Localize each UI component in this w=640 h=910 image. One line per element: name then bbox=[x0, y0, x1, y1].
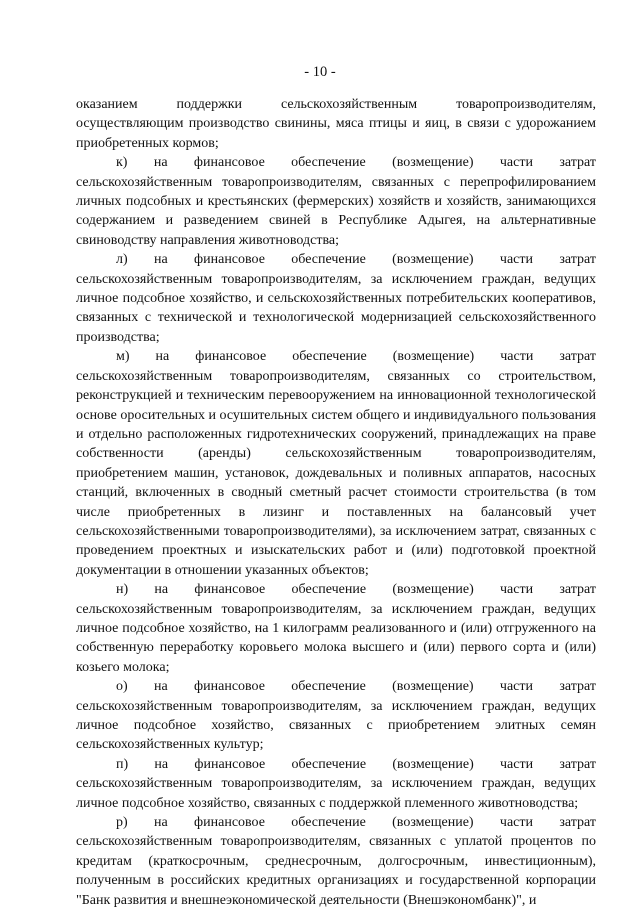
paragraph-m: м) на финансовое обеспечение (возмещение) части затрат сельскохозяйственным товаропроизводителям, связанных со строительством, реконструкцией и техническим перевооружением на инновационной технологической основе оросительных и осушительных систем общего и индивидуального пользования и отдельно расположенных гидротехнических сооружений, принадлежащих на праве собственности (аренды) сельскохозяйственным товаропроизводителям, приобретением машин, установок, дождевальных и поливных аппаратов, насосных станций, включенных в сводный сметный расчет стоимости строительства (в том числе приобретенных в лизинг и поставленных на балансовый учет сельскохозяйственными товаропроизводителями), за исключением затрат, связанных с проведением проектных и изыскательских работ и (или) подготовкой проектной документации в отношении указанных объектов; bbox=[76, 349, 596, 578]
paragraph-k: к) на финансовое обеспечение (возмещение) части затрат сельскохозяйственным товаропроизводителям, связанных с перепрофилированием личных подсобных и крестьянских (фермерских) хозяйств и хозяйств, занимающихся содержанием и разведением свиней в Республике Адыгея, на альтернативные свиноводству направления животноводства; bbox=[76, 155, 596, 248]
paragraph-continuation: оказанием поддержки сельскохозяйственным товаропроизводителям, осуществляющим производство свинины, мяса птицы и яиц, в связи с удорожанием приобретенных кормов; bbox=[76, 97, 596, 151]
paragraph-o: о) на финансовое обеспечение (возмещение) части затрат сельскохозяйственным товаропроизводителям, за исключением граждан, ведущих личное подсобное хозяйство, связанных с приобретением элитных семян сельскохозяйственных культур; bbox=[76, 679, 596, 753]
page-number: - 10 - bbox=[304, 64, 336, 80]
paragraph-l: л) на финансовое обеспечение (возмещение) части затрат сельскохозяйственным товаропроизводителям, за исключением граждан, ведущих личное подсобное хозяйство, и сельскохозяйственных потребительских кооперативов, связанных с технической и технологической модернизацией сельскохозяйственного производства; bbox=[76, 252, 596, 345]
document-body bbox=[76, 95, 596, 910]
paragraph-r: р) на финансовое обеспечение (возмещение) части затрат сельскохозяйственным товаропроизводителям, связанных с уплатой процентов по кредитам (краткосрочным, среднесрочным, долгосрочным, инвестиционным), полученным в российских кредитных организациях и государственной корпорации "Банк развития и внешнеэкономической деятельности (Внешэкономбанк)", и bbox=[76, 815, 596, 908]
paragraph-p: п) на финансовое обеспечение (возмещение) части затрат сельскохозяйственным товаропроизводителям, за исключением граждан, ведущих личное подсобное хозяйство, связанных с поддержкой племенного животноводства; bbox=[76, 756, 596, 811]
paragraph-n: н) на финансовое обеспечение (возмещение) части затрат сельскохозяйственным товаропроизводителям, за исключением граждан, ведущих личное подсобное хозяйство, на 1 килограмм реализованного и (или) отгруженного на собственную переработку коровьего молока высшего и (или) первого сорта и (или) козьего молока; bbox=[76, 582, 596, 675]
